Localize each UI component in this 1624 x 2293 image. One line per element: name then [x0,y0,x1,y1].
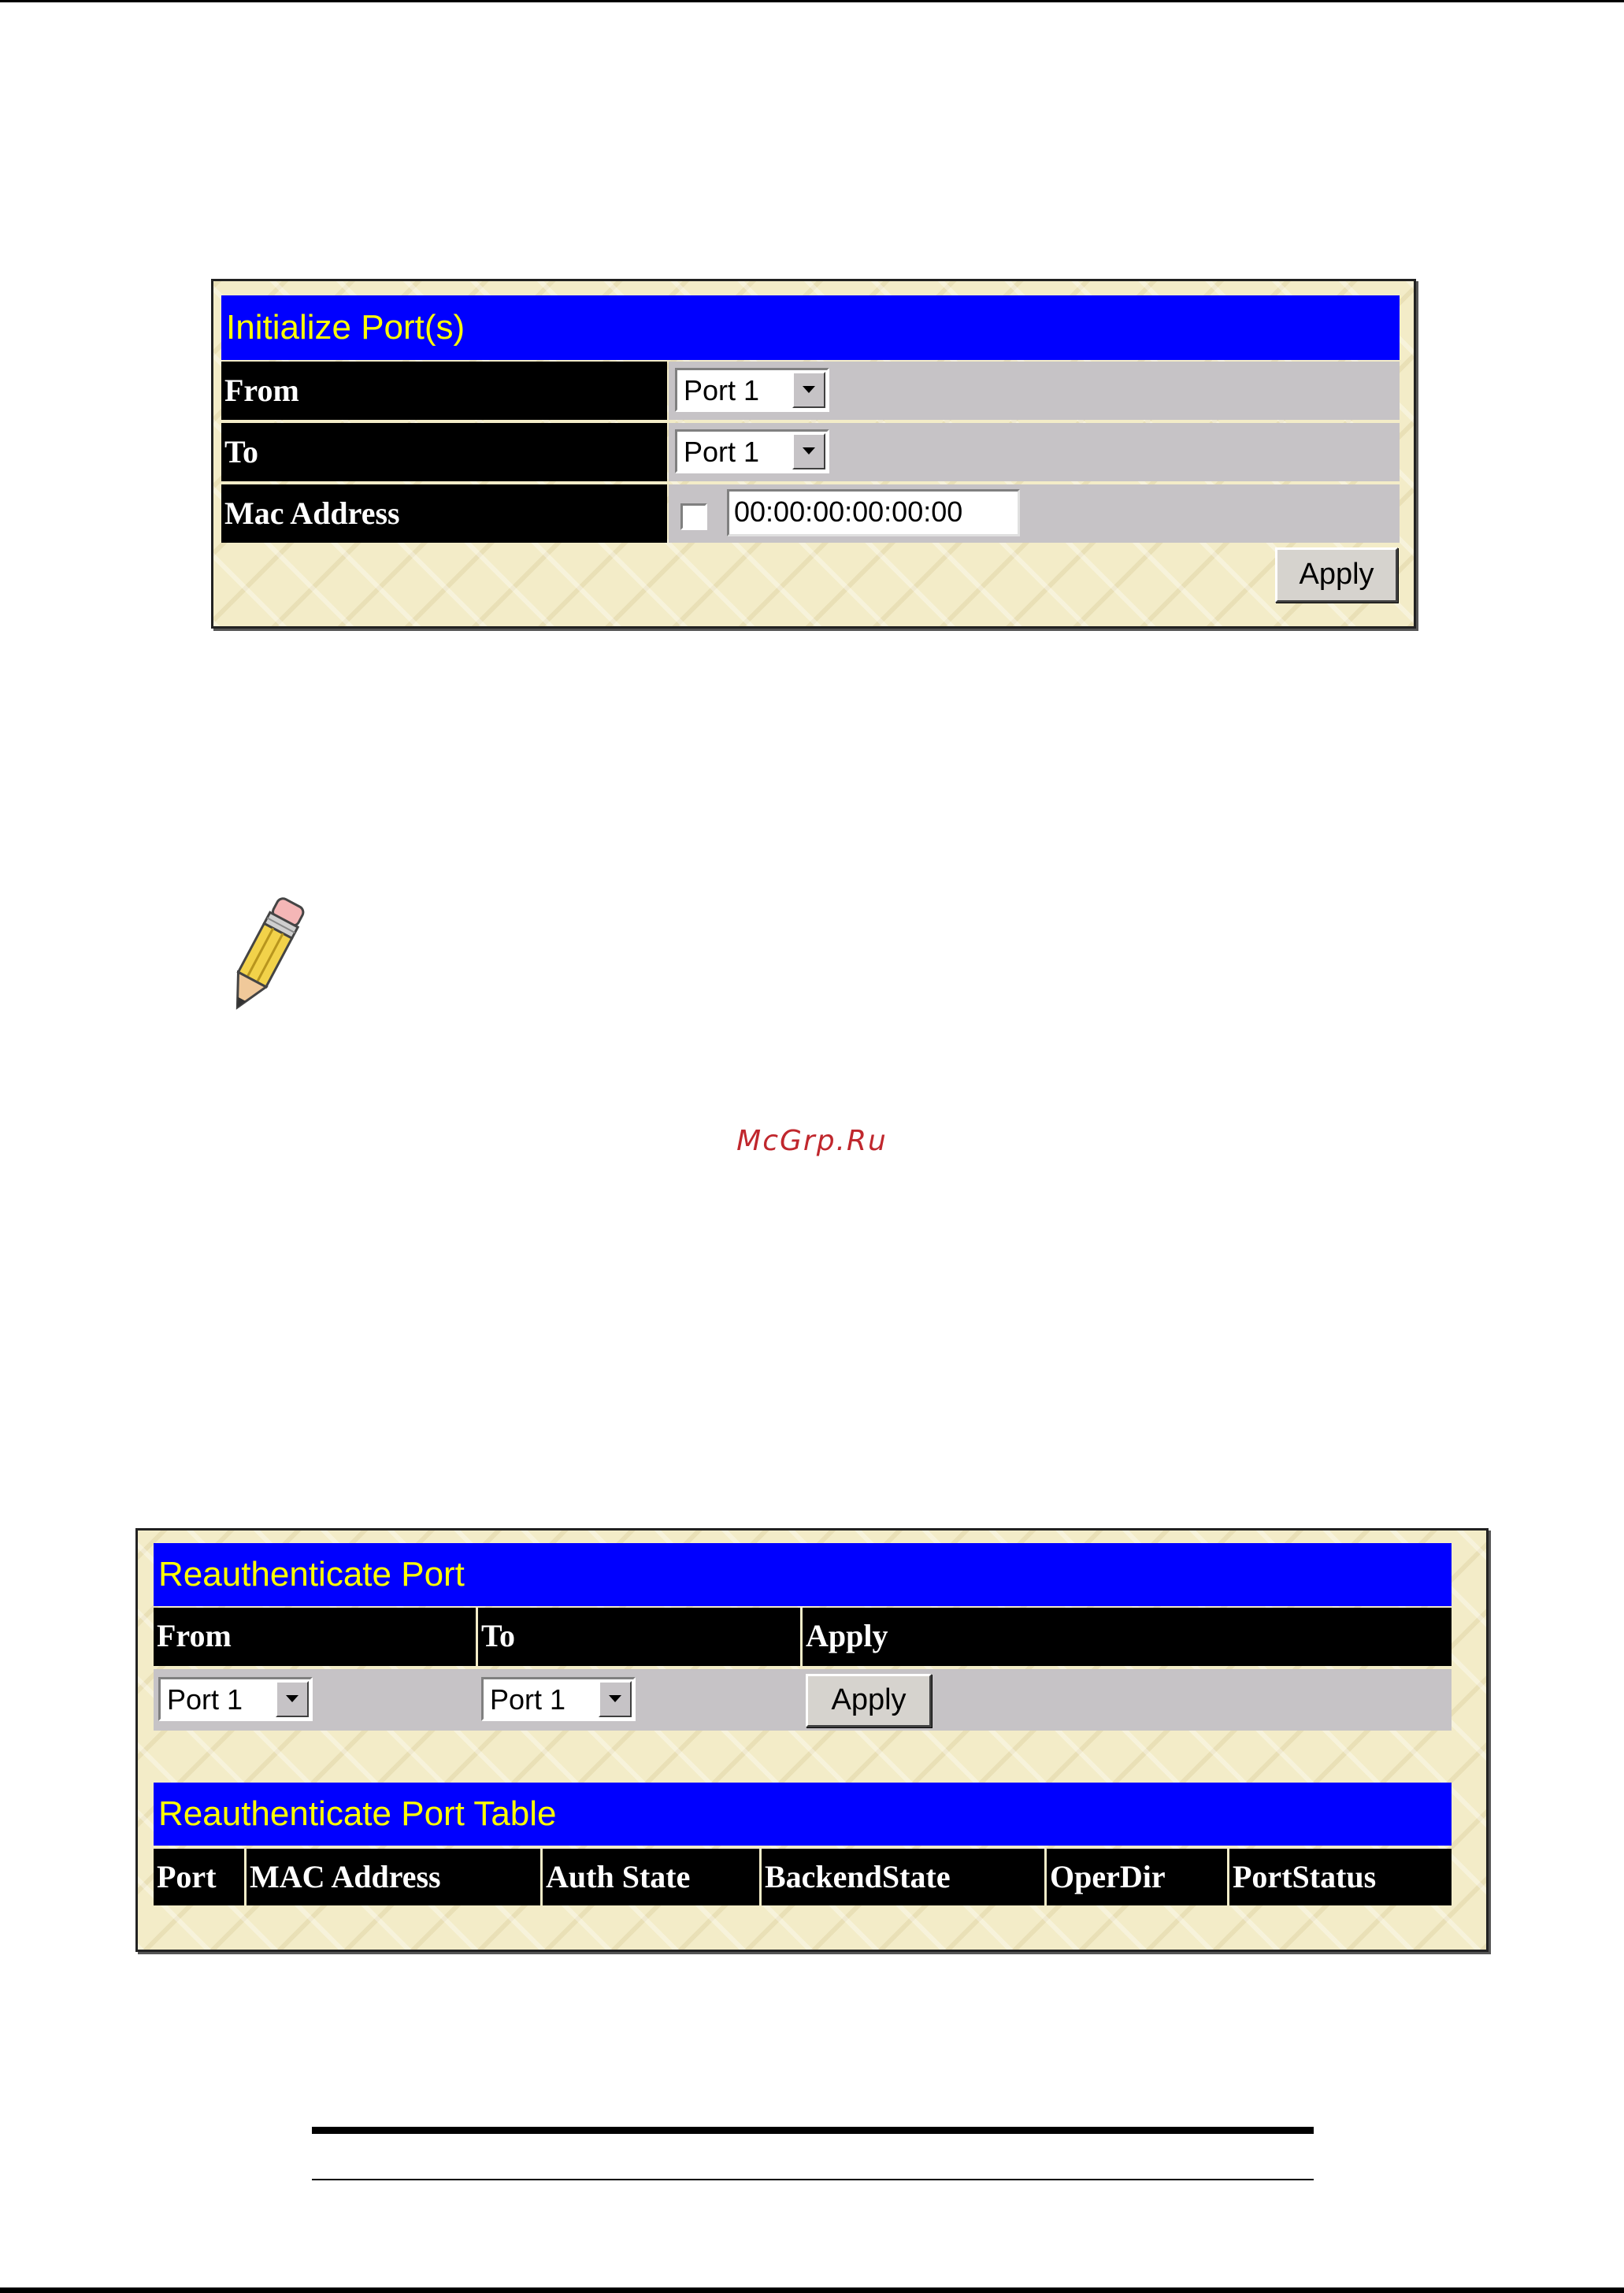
pencil-note-icon [211,882,321,1024]
table-header-backend-state: BackendState [762,1849,1047,1905]
table-header-mac-address: MAC Address [247,1849,543,1905]
watermark-text: McGrp.Ru [736,1125,888,1157]
mac-address-input[interactable]: 00:00:00:00:00:00 [727,489,1020,536]
reauthenticate-port-title: Reauthenticate Port [154,1543,1452,1606]
chevron-down-icon[interactable] [276,1681,309,1717]
table-header-port: Port [154,1849,247,1905]
initialize-apply-button[interactable]: Apply [1275,547,1398,603]
to-label: To [221,423,667,481]
chevron-down-icon[interactable] [792,433,825,469]
reauth-apply-button[interactable]: Apply [806,1674,932,1727]
to-port-select[interactable] [675,429,829,473]
from-port-value: Port 1 [684,374,760,406]
reauth-from-header: From [154,1608,478,1666]
reauth-to-port-select[interactable] [481,1677,636,1721]
top-rule [0,0,1624,2]
reauth-apply-header: Apply [803,1608,1452,1666]
table-header-oper-dir: OperDir [1047,1849,1229,1905]
reauth-controls-row [154,1669,1452,1731]
reauth-from-port-value: Port 1 [167,1683,243,1716]
chevron-down-icon[interactable] [599,1681,632,1717]
mac-address-checkbox[interactable] [680,503,707,530]
reauth-from-port-select[interactable] [158,1677,313,1721]
from-label: From [221,362,667,420]
reauth-to-header: To [478,1608,803,1666]
reauth-to-port-value: Port 1 [490,1683,566,1716]
initialize-ports-panel [211,279,1416,629]
table-header-port-status: PortStatus [1229,1849,1452,1905]
chevron-down-icon[interactable] [792,372,825,408]
reauthenticate-port-table-title: Reauthenticate Port Table [154,1783,1452,1846]
page-bottom-rule [0,2287,1624,2293]
footer-thin-rule [312,2179,1314,2180]
reauthenticate-port-panel [135,1528,1489,1952]
initialize-ports-title: Initialize Port(s) [221,295,1400,360]
footer-thick-rule [312,2127,1314,2134]
mac-address-label: Mac Address [221,484,667,543]
from-port-select[interactable] [675,368,829,412]
to-port-value: Port 1 [684,436,760,468]
table-header-auth-state: Auth State [543,1849,762,1905]
